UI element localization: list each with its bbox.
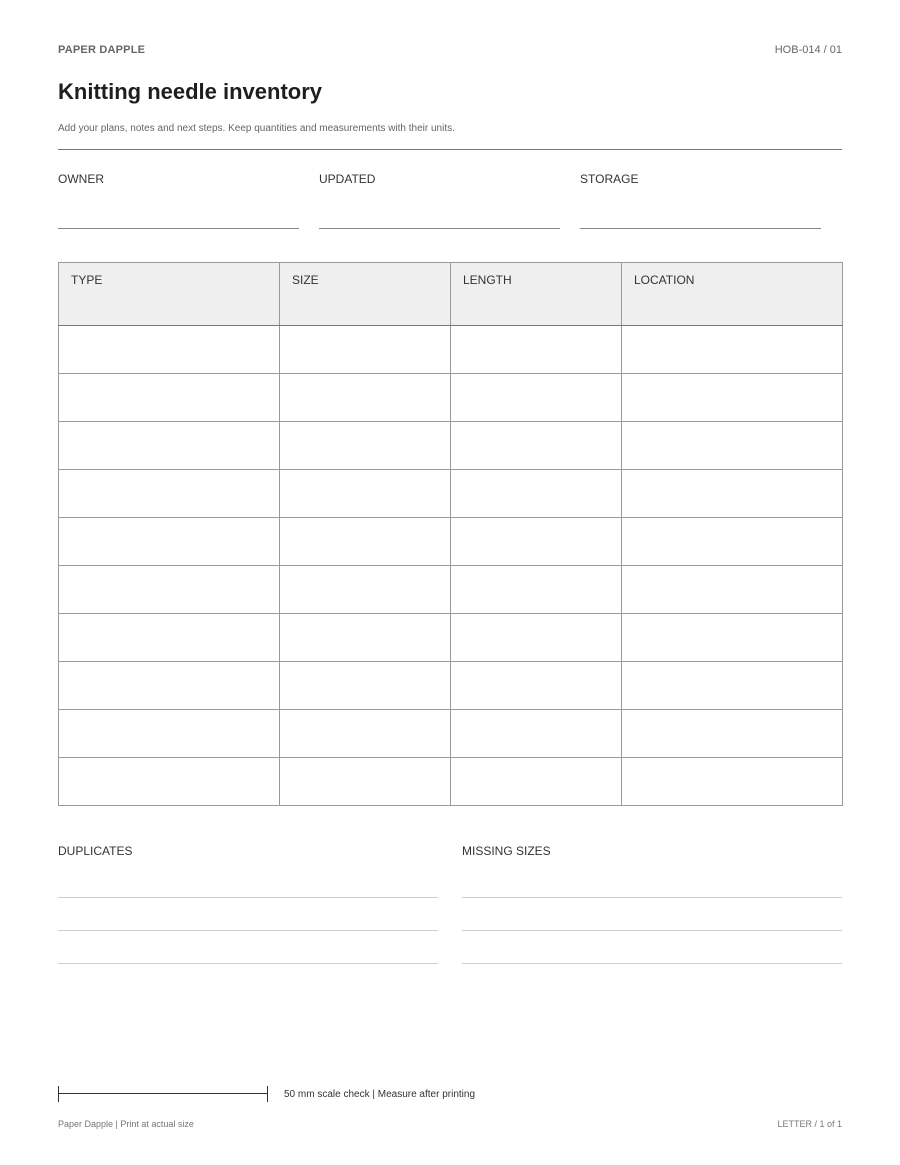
table-cell[interactable] bbox=[280, 326, 451, 374]
table-cell[interactable] bbox=[451, 662, 622, 710]
table-row bbox=[59, 710, 843, 758]
table-cell[interactable] bbox=[622, 758, 843, 806]
table-cell[interactable] bbox=[622, 566, 843, 614]
table-cell[interactable] bbox=[451, 710, 622, 758]
column-header-size: SIZE bbox=[280, 263, 451, 326]
table-cell[interactable] bbox=[451, 758, 622, 806]
table-row bbox=[59, 758, 843, 806]
missing-sizes-section bbox=[462, 844, 842, 858]
table-cell[interactable] bbox=[280, 422, 451, 470]
table-cell[interactable] bbox=[622, 470, 843, 518]
missing-sizes-write-line[interactable] bbox=[462, 897, 842, 898]
duplicates-section bbox=[58, 844, 438, 858]
brand-name: PAPER DAPPLE bbox=[58, 44, 146, 56]
missing-sizes-write-line[interactable] bbox=[462, 963, 842, 964]
duplicates-write-line[interactable] bbox=[58, 930, 438, 931]
header-divider bbox=[58, 149, 842, 150]
updated-write-line[interactable] bbox=[319, 228, 560, 229]
updated-field[interactable] bbox=[319, 172, 560, 186]
table-cell[interactable] bbox=[451, 614, 622, 662]
table-cell[interactable] bbox=[622, 662, 843, 710]
scale-check-text: 50 mm scale check | Measure after printing bbox=[284, 1089, 476, 1100]
table-cell[interactable] bbox=[59, 710, 280, 758]
missing-sizes-write-line[interactable] bbox=[462, 930, 842, 931]
inventory-table bbox=[58, 262, 843, 806]
scale-bar-tick-end bbox=[267, 1086, 268, 1102]
scale-check-bar bbox=[58, 1086, 268, 1102]
table-cell[interactable] bbox=[59, 662, 280, 710]
table-cell[interactable] bbox=[280, 758, 451, 806]
storage-write-line[interactable] bbox=[580, 228, 821, 229]
table-row bbox=[59, 518, 843, 566]
table-row bbox=[59, 422, 843, 470]
table-cell[interactable] bbox=[280, 566, 451, 614]
table-cell[interactable] bbox=[451, 374, 622, 422]
footer-page-info: LETTER / 1 of 1 bbox=[777, 1119, 842, 1129]
table-cell[interactable] bbox=[280, 374, 451, 422]
table-cell[interactable] bbox=[280, 518, 451, 566]
footer-left-text: Paper Dapple | Print at actual size bbox=[58, 1119, 194, 1129]
table-header-row bbox=[59, 263, 843, 326]
duplicates-label: DUPLICATES bbox=[58, 844, 133, 858]
table-cell[interactable] bbox=[59, 518, 280, 566]
storage-label: STORAGE bbox=[580, 172, 639, 186]
page-subtitle: Add your plans, notes and next steps. Keep quantities and measurements with their units. bbox=[58, 123, 455, 134]
table-row bbox=[59, 326, 843, 374]
column-header-type: TYPE bbox=[59, 263, 280, 326]
duplicates-write-line[interactable] bbox=[58, 897, 438, 898]
table-row bbox=[59, 614, 843, 662]
table-row bbox=[59, 374, 843, 422]
table-cell[interactable] bbox=[622, 374, 843, 422]
scale-bar-line bbox=[58, 1093, 268, 1094]
table-row bbox=[59, 662, 843, 710]
table-cell[interactable] bbox=[622, 518, 843, 566]
table-cell[interactable] bbox=[280, 470, 451, 518]
duplicates-write-line[interactable] bbox=[58, 963, 438, 964]
table-cell[interactable] bbox=[59, 326, 280, 374]
table-cell[interactable] bbox=[59, 422, 280, 470]
table-cell[interactable] bbox=[59, 566, 280, 614]
table-body bbox=[59, 326, 843, 806]
updated-label: UPDATED bbox=[319, 172, 376, 186]
owner-field[interactable] bbox=[58, 172, 299, 186]
table-cell[interactable] bbox=[59, 758, 280, 806]
table-cell[interactable] bbox=[59, 374, 280, 422]
table-cell[interactable] bbox=[280, 710, 451, 758]
table-cell[interactable] bbox=[59, 614, 280, 662]
table-cell[interactable] bbox=[451, 566, 622, 614]
table-cell[interactable] bbox=[622, 614, 843, 662]
table-cell[interactable] bbox=[622, 326, 843, 374]
page-title: Knitting needle inventory bbox=[58, 79, 323, 104]
column-header-length: LENGTH bbox=[451, 263, 622, 326]
missing-sizes-label: MISSING SIZES bbox=[462, 844, 551, 858]
table-cell[interactable] bbox=[451, 422, 622, 470]
owner-label: OWNER bbox=[58, 172, 104, 186]
table-cell[interactable] bbox=[59, 470, 280, 518]
table-cell[interactable] bbox=[280, 614, 451, 662]
table-cell[interactable] bbox=[622, 710, 843, 758]
table-row bbox=[59, 566, 843, 614]
column-header-location: LOCATION bbox=[622, 263, 843, 326]
scale-bar-tick-start bbox=[58, 1086, 59, 1102]
owner-write-line[interactable] bbox=[58, 228, 299, 229]
table-cell[interactable] bbox=[451, 518, 622, 566]
table-cell[interactable] bbox=[280, 662, 451, 710]
table-cell[interactable] bbox=[622, 422, 843, 470]
table-cell[interactable] bbox=[451, 470, 622, 518]
table-row bbox=[59, 470, 843, 518]
document-id: HOB-014 / 01 bbox=[774, 44, 842, 56]
storage-field[interactable] bbox=[580, 172, 821, 186]
table-cell[interactable] bbox=[451, 326, 622, 374]
